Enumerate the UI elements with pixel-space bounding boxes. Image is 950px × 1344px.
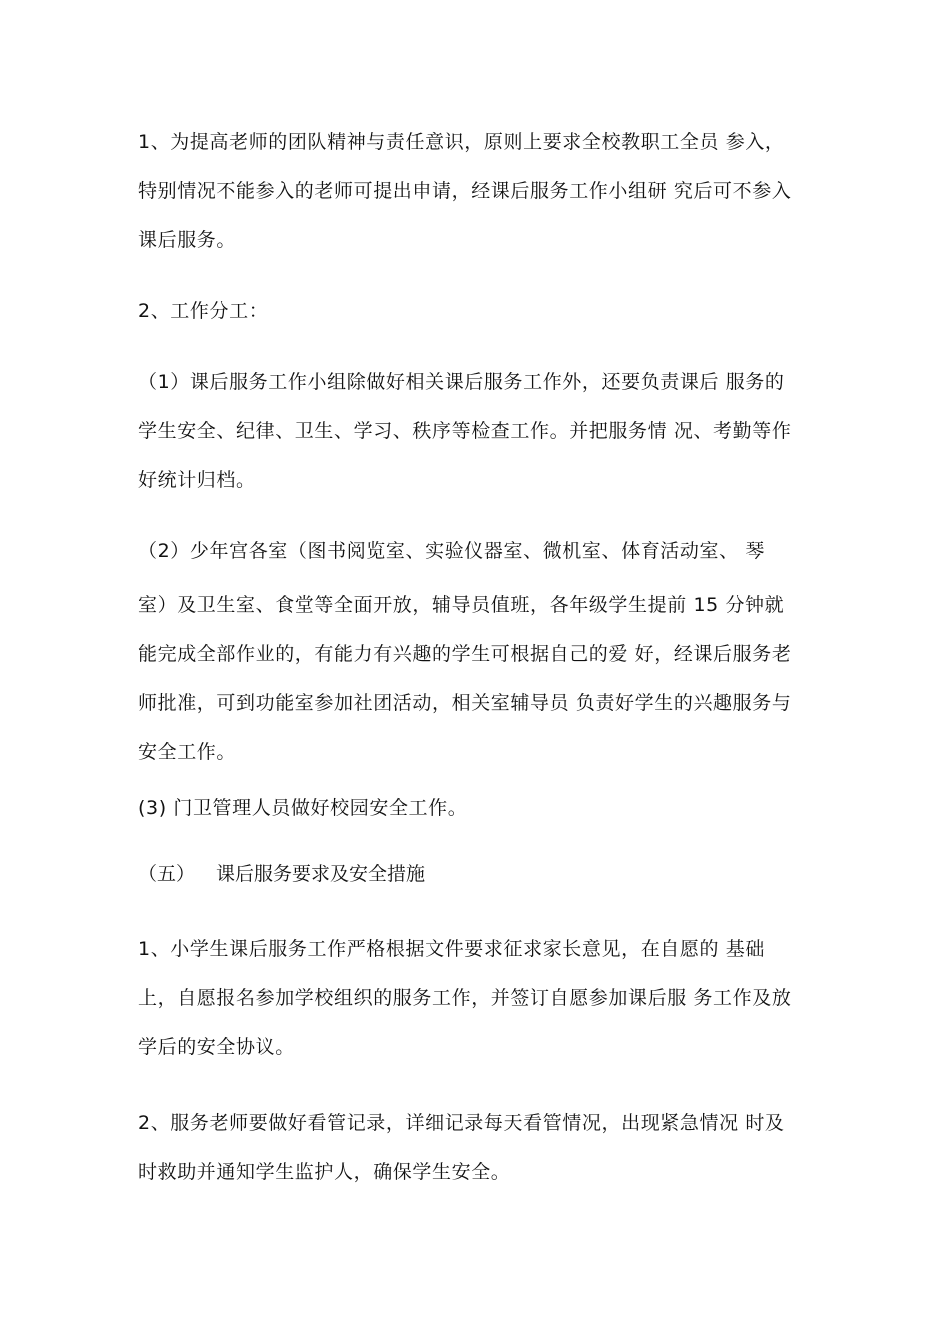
text-line: 能完成全部作业的，有能力有兴趣的学生可根据自己的爱 好，经课后服务老 [138,643,792,665]
text-line: 安全工作。 [138,741,237,763]
text-line: (3) 门卫管理人员做好校园安全工作。 [138,797,468,819]
text-line: （2）少年宫各室（图书阅览室、实验仪器室、微机室、体育活动室、 琴 [138,540,765,562]
section-heading [138,862,828,886]
text-line: 2、服务老师要做好看管记录，详细记录每天看管情况，出现紧急情况 时及 [138,1112,785,1134]
text-line: 1、为提高老师的团队精神与责任意识，原则上要求全校教职工全员 参入， [138,131,785,153]
text-line: 1、小学生课后服务工作严格根据文件要求征求家长意见，在自愿的 基础 [138,938,765,960]
text-line: 室）及卫生室、食堂等全面开放，辅导员值班，各年级学生提前 15 分钟就 [138,594,785,616]
text-line: 2、工作分工： [138,300,269,322]
text-line: 学生安全、纪律、卫生、学习、秩序等检查工作。并把服务情 况、考勤等作 [138,420,792,442]
text-line: 学后的安全协议。 [138,1036,295,1058]
section-heading-number: （五） [138,863,196,885]
text-line: 师批准，可到功能室参加社团活动，相关室辅导员 负责好学生的兴趣服务与 [138,692,792,714]
text-line: 特别情况不能参入的老师可提出申请，经课后服务工作小组研 究后可不参入 [138,180,792,202]
text-line: 上，自愿报名参加学校组织的服务工作，并签订自愿参加课后服 务工作及放 [138,987,792,1009]
text-line: （1）课后服务工作小组除做好相关课后服务工作外，还要负责课后 服务的 [138,371,785,393]
text-line: 好统计归档。 [138,469,256,491]
text-line: 课后服务。 [138,229,237,251]
text-line: 时救助并通知学生监护人，确保学生安全。 [138,1161,511,1183]
section-heading-text: 课后服务要求及安全措施 [216,863,426,885]
